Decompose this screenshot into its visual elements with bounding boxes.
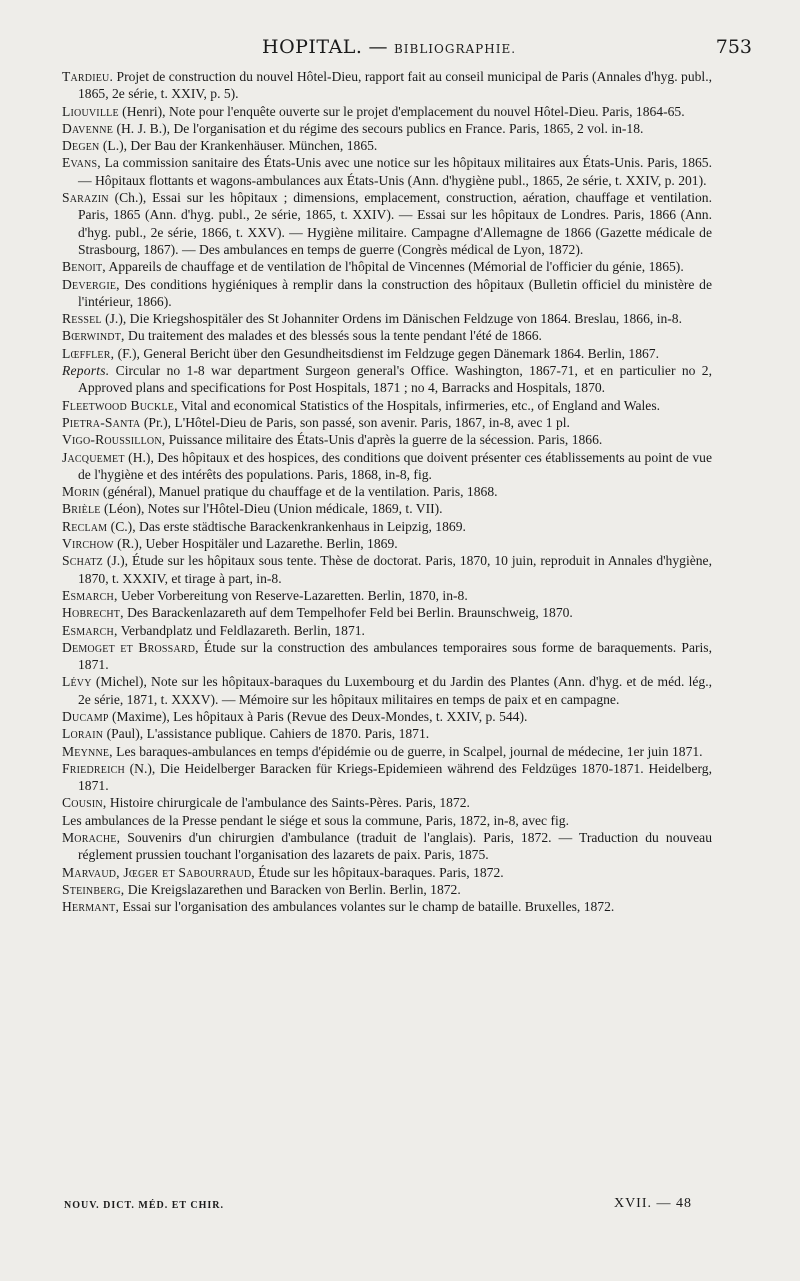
running-title [262, 36, 516, 58]
bibliography-entry [62, 327, 712, 344]
bibliography-entry [62, 535, 712, 552]
entry-text: Les ambulances de la Presse pendant le siége et sous la commune, Paris, 1872, in-8, avec fig. [62, 812, 569, 828]
entry-author: Davenne [62, 120, 114, 136]
entry-author: Lœffler, [62, 345, 115, 361]
entry-author: Ressel [62, 311, 102, 327]
entry-text: (Ch.), Essai sur les hôpitaux ; dimensions, emplacement, construction, aération, chauffage et ventilation. Paris, 1865 (Ann. d'hyg. publ., 2e série, 1865, t. XXIV). — Essai sur les hôpitaux de Londres. Paris, 1866 (Ann. d'hyg. publ., 2e série, 1866, t. XXV). — Hygiène militaire. Campagne d'Allemagne de 1866 (Gazette médicale de Strasbourg, 1867). — Des ambulances en temps de guerre (Congrès médical de Lyon, 1872). [78, 190, 712, 257]
entry-author: Vigo-Roussillon, [62, 432, 166, 448]
entry-author: Sarazin [62, 190, 109, 206]
bibliography-entry [62, 829, 712, 864]
entry-text: (N.), Die Heidelberger Baracken für Kriegs-Epidemieen während des Feldzüges 1870-1871. Heidelberg, 1871. [78, 760, 712, 794]
entry-text: Die Kreigslazarethen und Baracken von Berlin. Berlin, 1872. [124, 881, 461, 897]
entry-text: Puissance militaire des États-Unis d'après la guerre de la sécession. Paris, 1866. [165, 432, 603, 448]
bibliography-entry [62, 362, 712, 397]
entry-text: (R.), Ueber Hospitäler und Lazarethe. Berlin, 1869. [113, 536, 398, 552]
entry-text: Verbandplatz und Feldlazareth. Berlin, 1871. [117, 622, 365, 638]
entry-text: (Pr.), L'Hôtel-Dieu de Paris, son passé, son avenir. Paris, 1867, in-8, avec 1 pl. [140, 414, 570, 430]
bibliography-list [62, 68, 712, 916]
entry-author: Tardieu. [62, 69, 114, 84]
bibliography-entry [62, 483, 712, 500]
entry-author: Fleetwood Buckle, [62, 397, 178, 413]
bibliography-entry [62, 189, 712, 258]
entry-text: (Léon), Notes sur l'Hôtel-Dieu (Union médicale, 1869, t. VII). [100, 501, 443, 517]
entry-author: Reports. [62, 363, 110, 379]
entry-author: Bœrwindt, [62, 328, 125, 344]
bibliography-entry [62, 794, 712, 811]
entry-text: (H. J. B.), De l'organisation et du régime des secours publics en France. Paris, 1865, 2 vol. in-18. [113, 120, 644, 136]
entry-text: Vital and economical Statistics of the Hospitals, infirmeries, etc., of England and Wales. [177, 397, 661, 413]
entry-author: Degen [62, 138, 100, 154]
entry-text: Ueber Vorbereitung von Reserve-Lazaretten. Berlin, 1870, in-8. [117, 587, 468, 603]
entry-text: Du traitement des malades et des blessés sous la tente pendant l'été de 1866. [124, 328, 542, 344]
entry-text: (H.), Des hôpitaux et des hospices, des conditions que doivent présenter ces établissements au point de vue de l'hygiène et des intérêts des populations. Paris, 1868, in-8, fig. [78, 449, 712, 482]
bibliography-entry [62, 898, 712, 915]
entry-author: Pietra-Santa [62, 414, 141, 430]
entry-text: Des Barackenlazareth auf dem Tempelhofer Feld bei Berlin. Braunschweig, 1870. [123, 605, 573, 621]
bibliography-entry [62, 276, 712, 311]
entry-author: Friedreich [62, 760, 125, 776]
entry-text: (général), Manuel pratique du chauffage et de la ventilation. Paris, 1868. [99, 484, 498, 500]
entry-author: Morache, [62, 830, 121, 846]
entry-author: Demoget et Brossard, [62, 639, 199, 655]
entry-text: Circular no 1-8 war department Surgeon general's Office. Washington, 1867-71, et en particulier no 2, Approved plans and specifications for Post Hospitals, 1871 ; no 4, Barracks and Hospitals, 1870. [78, 363, 712, 396]
section-subtitle: BIBLIOGRAPHIE. [393, 42, 517, 56]
entry-text: (J.), Étude sur les hôpitaux sous tente. Thèse de doctorat. Paris, 1870, 10 juin, reproduit in Annales d'hygiène, 1870, t. XXXIV, et tirage à part, in-8. [78, 553, 712, 586]
bibliography-entry [62, 258, 712, 275]
bibliography-entry [62, 154, 712, 189]
bibliography-entry [62, 604, 712, 621]
entry-author: Esmarch, [62, 622, 118, 638]
entry-text: (F.), General Bericht über den Gesundheitsdienst im Feldzuge gegen Dänemark 1864. Berlin, 1867. [114, 345, 660, 361]
entry-author: Hobrecht, [62, 605, 124, 621]
bibliography-entry [62, 708, 712, 725]
bibliography-entry [62, 760, 712, 795]
bibliography-entry [62, 587, 712, 604]
entry-author: Lévy [62, 674, 92, 690]
bibliography-entry [62, 137, 712, 154]
entry-text: Étude sur la construction des ambulances temporaires sous forme de baraquements. Paris, 1871. [78, 639, 712, 673]
entry-text: (Paul), L'assistance publique. Cahiers de 1870. Paris, 1871. [103, 726, 430, 742]
bibliography-entry [62, 449, 712, 484]
entry-text: La commission sanitaire des États-Unis avec une notice sur les hôpitaux militaires aux États-Unis. Paris, 1865. — Hôpitaux flottants et wagons-ambulances aux États-Unis (Ann. d'hygiène publ., 1865, 2e série, t. XXIV, p. 201). [78, 155, 712, 188]
entry-text: Les baraques-ambulances en temps d'épidémie ou de guerre, in Scalpel, journal de médecine, 1er juin 1871. [112, 743, 703, 759]
entry-author: Brièle [62, 501, 101, 517]
page-footer [62, 1194, 712, 1214]
running-header [62, 36, 752, 66]
bibliography-entry [62, 431, 712, 448]
entry-text: Étude sur les hôpitaux-baraques. Paris, 1872. [254, 864, 504, 880]
entry-text: Appareils de chauffage et de ventilation de l'hôpital de Vincennes (Mémorial de l'officier du génie, 1865). [105, 259, 684, 275]
entry-text: Histoire chirurgicale de l'ambulance des Saints-Pères. Paris, 1872. [106, 795, 470, 811]
bibliography-entry [62, 397, 712, 414]
bibliography-entry [62, 103, 712, 120]
entry-text: (L.), Der Bau der Krankenhäuser. München, 1865. [99, 138, 378, 154]
section-title: HOPITAL. [262, 36, 363, 58]
bibliography-entry [62, 500, 712, 517]
entry-author: Esmarch, [62, 587, 118, 603]
entry-text: Projet de construction du nouvel Hôtel-Dieu, rapport fait au conseil municipal de Paris (Annales d'hyg. publ., 1865, 2e série, t. XXIV, p. 5). [78, 69, 712, 102]
bibliography-entry [62, 725, 712, 742]
entry-author: Ducamp [62, 708, 109, 724]
entry-author: Marvaud, Jœger et Sabourraud, [62, 864, 255, 880]
entry-author: Jacquemet [62, 449, 125, 465]
entry-author: Lorain [62, 726, 104, 742]
entry-author: Liouville [62, 103, 119, 119]
entry-text: Souvenirs d'un chirurgien d'ambulance (traduit de l'anglais). Paris, 1872. — Traduction du nouveau réglement prussien touchant l'organisation des lazarets de paix. Paris, 1875. [78, 830, 712, 863]
entry-text: (Henri), Note pour l'enquête ouverte sur le projet d'emplacement du nouvel Hôtel-Dieu. Paris, 1864-65. [118, 103, 685, 119]
entry-author: Virchow [62, 536, 114, 552]
bibliography-entry [62, 864, 712, 881]
entry-text: Essai sur l'organisation des ambulances volantes sur le champ de bataille. Bruxelles, 1872. [119, 899, 615, 915]
entry-text: Des conditions hygiéniques à remplir dans la construction des hôpitaux (Bulletin officiel du ministère de l'intérieur, 1866). [78, 276, 712, 309]
bibliography-entry [62, 552, 712, 587]
entry-author: Devergie, [62, 276, 120, 292]
bibliography-entry [62, 310, 712, 327]
title-dash: — [368, 36, 388, 58]
entry-text: (Maxime), Les hôpitaux à Paris (Revue des Deux-Mondes, t. XXIV, p. 544). [108, 708, 528, 724]
footer-signature: XVII. — 48 [613, 1196, 692, 1211]
bibliography-entry [62, 881, 712, 898]
entry-author: Evans, [62, 155, 101, 171]
entry-author: Morin [62, 484, 100, 500]
entry-text: (Michel), Note sur les hôpitaux-baraques du Luxembourg et du Jardin des Plantes (Ann. d'hyg. et de méd. lég., 2e série, 1871, t. XXXV). — Mémoire sur les hôpitaux militaires en temps de paix et en campagne. [78, 674, 712, 707]
entry-author: Cousin, [62, 795, 107, 811]
bibliography-entry [62, 622, 712, 639]
bibliography-entry [62, 812, 712, 829]
bibliography-entry [62, 120, 712, 137]
bibliography-entry [62, 518, 712, 535]
entry-text: (J.), Die Kriegshospitäler des St Johanniter Ordens im Dänischen Feldzuge von 1864. Breslau, 1866, in-8. [101, 311, 682, 327]
bibliography-entry [62, 743, 712, 760]
bibliography-entry [62, 345, 712, 362]
entry-author: Meynne, [62, 743, 113, 759]
entry-author: Steinberg, [62, 881, 125, 897]
bibliography-entry [62, 68, 712, 103]
bibliography-entry [62, 673, 712, 708]
page-number: 753 [715, 36, 752, 58]
entry-author: Hermant, [62, 899, 120, 915]
entry-author: Benoit, [62, 259, 106, 275]
bibliography-entry [62, 414, 712, 431]
bibliography-entry [62, 639, 712, 674]
entry-text: (C.), Das erste städtische Barackenkrankenhaus in Leipzig, 1869. [107, 518, 466, 534]
footer-publication: NOUV. DICT. MÉD. ET CHIR. [64, 1200, 225, 1211]
entry-author: Reclam [62, 518, 108, 534]
entry-author: Schatz [62, 553, 103, 569]
